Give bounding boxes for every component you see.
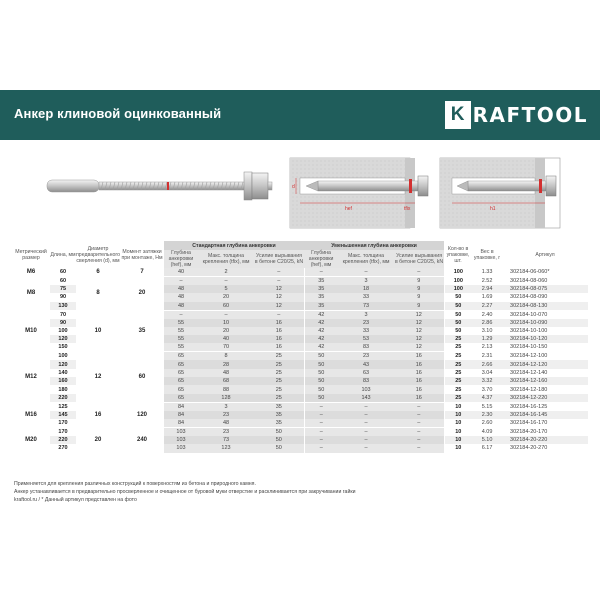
red-tfix-cell: 83 bbox=[338, 377, 394, 385]
red-tfix-cell: – bbox=[338, 427, 394, 436]
std-depth-cell: 48 bbox=[164, 302, 198, 311]
std-tfix-cell: 10 bbox=[198, 319, 254, 327]
qty-cell: 10 bbox=[444, 419, 472, 428]
red-tfix-cell: 73 bbox=[338, 302, 394, 311]
qty-cell: 25 bbox=[444, 352, 472, 361]
header-drill-dia: Диаметр предварительного сверления (d), мм bbox=[76, 245, 121, 264]
red-depth-cell: 42 bbox=[304, 319, 338, 327]
red-load-cell: 9 bbox=[394, 285, 444, 293]
weight-cell: 2.30 bbox=[472, 411, 502, 419]
std-tfix-cell: 88 bbox=[198, 385, 254, 393]
weight-cell: 1.33 bbox=[481, 269, 493, 275]
std-depth-cell: 55 bbox=[164, 319, 198, 327]
red-depth-cell: – bbox=[304, 402, 338, 411]
qty-cell: 25 bbox=[444, 394, 472, 403]
weight-cell: 1.69 bbox=[481, 294, 493, 301]
header-group-standard: Стандартная глубина анкеровки bbox=[164, 241, 304, 250]
weight-cell: 2.31 bbox=[472, 352, 502, 361]
std-tfix-cell: 123 bbox=[198, 444, 254, 452]
std-depth-cell: 65 bbox=[164, 352, 198, 361]
table-row bbox=[12, 310, 588, 319]
article-cell: 302184-06-060* bbox=[510, 269, 550, 275]
std-load-cell: 12 bbox=[254, 285, 304, 293]
weight-cell: 3.04 bbox=[481, 369, 493, 376]
header-group-reduced: Уменьшенная глубина анкеровки bbox=[304, 241, 444, 250]
std-tfix-cell: 23 bbox=[198, 427, 254, 436]
header-banner bbox=[0, 90, 600, 140]
std-load-cell: 35 bbox=[254, 411, 304, 419]
drill-dia-cell: 10 bbox=[76, 310, 120, 352]
article-cell: 302184-20-170 bbox=[502, 427, 588, 436]
logo-letter-box: K bbox=[445, 101, 471, 129]
std-tfix-cell: 60 bbox=[198, 302, 254, 311]
weight-cell: 2.40 bbox=[472, 310, 502, 319]
std-depth-cell: 103 bbox=[164, 436, 198, 444]
header-std-tfix: Макс. толщина крепления (tfix), мм bbox=[198, 250, 254, 268]
anchor-bolt-image bbox=[47, 172, 272, 200]
weight-cell: 2.94 bbox=[472, 285, 502, 293]
article-cell: 302184-10-090 bbox=[502, 319, 588, 327]
spec-table bbox=[12, 241, 588, 453]
std-depth-cell: 55 bbox=[164, 327, 198, 335]
length-cell: 270 bbox=[58, 445, 68, 452]
red-load-cell: 12 bbox=[394, 335, 444, 343]
std-depth-cell: 40 bbox=[164, 268, 198, 277]
diameter-label: d bbox=[292, 184, 295, 190]
torque-cell: 7 bbox=[120, 268, 164, 277]
table-row bbox=[12, 402, 588, 411]
header-std-load: Усилие вырывания в бетоне С20/25, kN bbox=[254, 250, 304, 268]
article-cell: 302184-12-160 bbox=[502, 377, 588, 385]
qty-cell: 50 bbox=[444, 302, 472, 311]
length-cell: 140 bbox=[58, 369, 68, 376]
length-cell: 150 bbox=[58, 344, 68, 351]
std-tfix-cell: 48 bbox=[198, 419, 254, 428]
std-depth-cell: 65 bbox=[164, 360, 198, 368]
article-cell: 302184-08-130 bbox=[502, 302, 588, 311]
red-depth-cell: 50 bbox=[304, 360, 338, 368]
header-qty: Кол-во в упаковке, шт. bbox=[446, 245, 470, 264]
product-illustration bbox=[0, 148, 600, 238]
length-cell: 170 bbox=[58, 419, 68, 426]
std-depth-cell: 65 bbox=[164, 385, 198, 393]
table-row bbox=[12, 268, 588, 277]
red-load-cell: – bbox=[394, 402, 444, 411]
std-tfix-cell: 68 bbox=[198, 377, 254, 385]
article-cell: 302184-12-180 bbox=[510, 386, 548, 393]
qty-cell: 50 bbox=[444, 293, 472, 301]
std-load-cell: 35 bbox=[254, 402, 304, 411]
article-cell: 302184-12-140 bbox=[510, 369, 548, 376]
std-depth-cell: 65 bbox=[164, 369, 198, 377]
metric-size-cell: M6 bbox=[12, 268, 50, 277]
metric-size-cell: M10 bbox=[12, 310, 50, 352]
std-load-cell: 50 bbox=[254, 427, 304, 436]
std-load-cell: 16 bbox=[254, 327, 304, 335]
red-depth-cell: – bbox=[304, 444, 338, 452]
qty-cell: 50 bbox=[444, 310, 472, 319]
weight-cell: 5.10 bbox=[472, 436, 502, 444]
qty-cell: 25 bbox=[444, 369, 472, 377]
red-tfix-cell: 3 bbox=[338, 310, 394, 319]
qty-cell: 10 bbox=[444, 444, 472, 452]
tfix-label: tfix bbox=[404, 206, 411, 212]
red-tfix-cell: – bbox=[338, 411, 394, 419]
red-depth-cell: – bbox=[304, 419, 338, 428]
header-weight: Вес в упаковке, г bbox=[473, 248, 501, 261]
red-load-cell: – bbox=[394, 419, 444, 428]
article-cell: 302184-10-070 bbox=[502, 310, 588, 319]
article-cell: 302184-16-125 bbox=[502, 402, 588, 411]
article-cell: 302184-10-150 bbox=[510, 344, 548, 351]
red-depth-cell: – bbox=[304, 436, 338, 444]
header-length: Длина, мм bbox=[50, 251, 76, 258]
red-tfix-cell: 33 bbox=[338, 327, 394, 335]
red-tfix-cell: 83 bbox=[338, 343, 394, 352]
std-tfix-cell: 20 bbox=[198, 293, 254, 301]
header-red-depth: Глубина анкеровки (hef), мм bbox=[304, 250, 338, 268]
length-cell: 160 bbox=[50, 377, 76, 385]
red-tfix-cell: 23 bbox=[338, 352, 394, 361]
red-load-cell: 9 bbox=[394, 293, 444, 301]
std-tfix-cell: 28 bbox=[198, 360, 254, 368]
red-depth-cell: 42 bbox=[304, 335, 338, 343]
qty-cell: 10 bbox=[444, 411, 472, 419]
red-tfix-cell: – bbox=[338, 444, 394, 452]
red-depth-cell: 42 bbox=[304, 327, 338, 335]
article-cell: 302184-20-220 bbox=[502, 436, 588, 444]
article-cell: 302184-10-120 bbox=[502, 335, 588, 343]
article-cell: 302184-08-060 bbox=[502, 277, 588, 286]
header-torque: Момент затяжки при монтаже, Нм bbox=[121, 248, 163, 261]
weight-cell: 6.17 bbox=[481, 445, 493, 452]
std-depth-cell: 55 bbox=[164, 343, 198, 352]
kraftool-logo bbox=[445, 101, 588, 129]
qty-cell: 25 bbox=[444, 335, 472, 343]
red-load-cell: 12 bbox=[394, 319, 444, 327]
header-std-depth: Глубина анкеровки (hef), мм bbox=[164, 250, 198, 268]
length-cell: 100 bbox=[58, 328, 68, 335]
hef-label: hef bbox=[345, 206, 352, 212]
drill-dia-cell: 20 bbox=[76, 427, 120, 452]
std-depth-cell: 65 bbox=[164, 394, 198, 403]
std-tfix-cell: 2 bbox=[198, 268, 254, 277]
length-cell: 145 bbox=[50, 411, 76, 419]
std-load-cell: 35 bbox=[254, 419, 304, 428]
weight-cell: 2.86 bbox=[472, 319, 502, 327]
article-cell: 302184-20-270 bbox=[510, 445, 548, 452]
qty-cell: 100 bbox=[444, 285, 472, 293]
length-cell: 130 bbox=[50, 302, 76, 311]
table-row bbox=[12, 277, 588, 286]
torque-cell: 240 bbox=[120, 427, 164, 452]
std-load-cell: 25 bbox=[254, 377, 304, 385]
length-cell: 120 bbox=[50, 335, 76, 343]
std-tfix-cell: 5 bbox=[198, 285, 254, 293]
torque-cell: 35 bbox=[120, 310, 164, 352]
header-red-load: Усилие вырывания в бетоне С20/25, kN bbox=[394, 250, 444, 268]
spec-table-body bbox=[12, 268, 588, 453]
length-cell: 60 bbox=[59, 269, 67, 275]
red-load-cell: 9 bbox=[394, 277, 444, 286]
std-load-cell: 25 bbox=[254, 385, 304, 393]
length-cell: 220 bbox=[50, 394, 76, 403]
logo-wordmark: RAFTOOL bbox=[472, 103, 588, 127]
article-cell: 302184-12-100 bbox=[502, 352, 588, 361]
length-cell: 90 bbox=[50, 319, 76, 327]
red-tfix-cell: 143 bbox=[338, 394, 394, 403]
red-load-cell: – bbox=[394, 268, 444, 277]
std-tfix-cell: – bbox=[198, 310, 254, 319]
red-depth-cell: 50 bbox=[304, 377, 338, 385]
weight-cell: 3.32 bbox=[472, 377, 502, 385]
red-depth-cell: 50 bbox=[304, 369, 338, 377]
std-tfix-cell: – bbox=[198, 277, 254, 286]
red-tfix-cell: 103 bbox=[338, 385, 394, 393]
length-cell: 60 bbox=[50, 277, 76, 286]
red-load-cell: – bbox=[394, 444, 444, 452]
std-load-cell: 16 bbox=[254, 319, 304, 327]
red-depth-cell: 42 bbox=[304, 343, 338, 352]
red-tfix-cell: – bbox=[338, 402, 394, 411]
std-depth-cell: – bbox=[164, 310, 198, 319]
red-depth-cell: – bbox=[304, 427, 338, 436]
red-depth-cell: – bbox=[304, 268, 338, 277]
red-depth-cell: – bbox=[304, 411, 338, 419]
weight-cell: 2.27 bbox=[472, 302, 502, 311]
red-load-cell: – bbox=[394, 436, 444, 444]
std-depth-cell: 103 bbox=[164, 427, 198, 436]
length-cell: 90 bbox=[59, 294, 67, 301]
qty-cell: 25 bbox=[444, 343, 472, 352]
std-load-cell: 16 bbox=[254, 343, 304, 352]
std-tfix-cell: 8 bbox=[198, 352, 254, 361]
note-line-2: Анкер устанавливается в предварительно просверленное и очищенное от буровой муки отверстие и расклинивается при закручивании гайки bbox=[14, 489, 356, 495]
std-load-cell: 50 bbox=[254, 436, 304, 444]
qty-cell: 25 bbox=[444, 377, 472, 385]
red-load-cell: 16 bbox=[394, 377, 444, 385]
std-depth-cell: 48 bbox=[164, 285, 198, 293]
qty-cell: 50 bbox=[444, 319, 472, 327]
qty-cell: 10 bbox=[444, 402, 472, 411]
red-depth-cell: 35 bbox=[304, 277, 338, 286]
std-depth-cell: 84 bbox=[164, 402, 198, 411]
article-cell: 302184-16-145 bbox=[502, 411, 588, 419]
length-cell: 120 bbox=[50, 360, 76, 368]
header-article: Артикул bbox=[535, 251, 555, 258]
red-load-cell: 12 bbox=[394, 310, 444, 319]
length-cell: 100 bbox=[50, 352, 76, 361]
drill-dia-cell: 6 bbox=[76, 268, 120, 277]
std-load-cell: – bbox=[254, 310, 304, 319]
qty-cell: 50 bbox=[444, 327, 472, 335]
red-depth-cell: 42 bbox=[304, 310, 338, 319]
std-tfix-cell: 70 bbox=[198, 343, 254, 352]
table-row bbox=[12, 427, 588, 436]
std-tfix-cell: 23 bbox=[198, 411, 254, 419]
weight-cell: 1.29 bbox=[472, 335, 502, 343]
note-line-3: kraftool.ru / * Данный артикул представлен на фото bbox=[14, 497, 137, 503]
qty-cell: 10 bbox=[444, 436, 472, 444]
drill-dia-cell: 12 bbox=[76, 352, 120, 402]
torque-cell: 20 bbox=[120, 277, 164, 311]
red-load-cell: 9 bbox=[394, 302, 444, 311]
article-cell: 302184-10-100 bbox=[510, 328, 548, 335]
std-depth-cell: – bbox=[164, 277, 198, 286]
weight-cell: 2.66 bbox=[472, 360, 502, 368]
red-load-cell: 16 bbox=[394, 394, 444, 403]
standard-depth-diagram bbox=[290, 158, 428, 228]
page-title: Анкер клиновой оцинкованный bbox=[14, 106, 222, 121]
red-tfix-cell: – bbox=[338, 268, 394, 277]
weight-cell: 2.52 bbox=[472, 277, 502, 286]
red-depth-cell: 35 bbox=[304, 285, 338, 293]
footnotes bbox=[14, 480, 356, 504]
red-tfix-cell: – bbox=[338, 436, 394, 444]
header-metric: Метрический размер bbox=[15, 248, 47, 261]
article-cell: 302184-16-170 bbox=[510, 419, 548, 426]
std-depth-cell: 65 bbox=[164, 377, 198, 385]
std-depth-cell: 84 bbox=[164, 419, 198, 428]
std-tfix-cell: 48 bbox=[198, 369, 254, 377]
red-tfix-cell: 63 bbox=[338, 369, 394, 377]
std-depth-cell: 55 bbox=[164, 335, 198, 343]
h1-label: h1 bbox=[490, 206, 496, 212]
length-cell: 75 bbox=[50, 285, 76, 293]
metric-size-cell: M12 bbox=[12, 352, 50, 402]
article-cell: 302184-12-220 bbox=[502, 394, 588, 403]
length-cell: 220 bbox=[50, 436, 76, 444]
qty-cell: 10 bbox=[444, 427, 472, 436]
std-load-cell: 12 bbox=[254, 302, 304, 311]
red-load-cell: – bbox=[394, 427, 444, 436]
red-load-cell: 12 bbox=[394, 343, 444, 352]
std-load-cell: 16 bbox=[254, 335, 304, 343]
red-tfix-cell: – bbox=[338, 419, 394, 428]
torque-cell: 60 bbox=[120, 352, 164, 402]
reduced-depth-diagram bbox=[440, 158, 560, 228]
weight-cell: 3.10 bbox=[481, 328, 493, 335]
red-load-cell: 16 bbox=[394, 352, 444, 361]
red-load-cell: 12 bbox=[394, 327, 444, 335]
length-cell: 180 bbox=[58, 386, 68, 393]
metric-size-cell: M8 bbox=[12, 277, 50, 311]
weight-cell: 5.15 bbox=[472, 402, 502, 411]
red-tfix-cell: 23 bbox=[338, 319, 394, 327]
weight-cell: 4.09 bbox=[472, 427, 502, 436]
std-load-cell: 12 bbox=[254, 293, 304, 301]
red-tfix-cell: 43 bbox=[338, 360, 394, 368]
article-cell: 302184-08-090 bbox=[510, 294, 548, 301]
red-tfix-cell: 53 bbox=[338, 335, 394, 343]
red-tfix-cell: 18 bbox=[338, 285, 394, 293]
std-tfix-cell: 73 bbox=[198, 436, 254, 444]
std-depth-cell: 103 bbox=[164, 444, 198, 452]
qty-cell: 25 bbox=[444, 360, 472, 368]
drill-dia-cell: 16 bbox=[76, 402, 120, 427]
red-depth-cell: 50 bbox=[304, 352, 338, 361]
std-depth-cell: 48 bbox=[164, 293, 198, 301]
article-cell: 302184-12-120 bbox=[502, 360, 588, 368]
length-cell: 125 bbox=[50, 402, 76, 411]
length-cell: 70 bbox=[50, 310, 76, 319]
qty-cell: 25 bbox=[444, 385, 472, 393]
red-load-cell: – bbox=[394, 411, 444, 419]
drill-dia-cell: 8 bbox=[76, 277, 120, 311]
red-tfix-cell: 33 bbox=[338, 293, 394, 301]
red-depth-cell: 35 bbox=[304, 302, 338, 311]
std-tfix-cell: 40 bbox=[198, 335, 254, 343]
std-load-cell: 25 bbox=[254, 352, 304, 361]
red-tfix-cell: 3 bbox=[338, 277, 394, 286]
std-tfix-cell: 20 bbox=[198, 327, 254, 335]
std-depth-cell: 84 bbox=[164, 411, 198, 419]
torque-cell: 120 bbox=[120, 402, 164, 427]
red-depth-cell: 50 bbox=[304, 394, 338, 403]
metric-size-cell: M20 bbox=[12, 427, 50, 452]
std-load-cell: – bbox=[254, 277, 304, 286]
red-load-cell: 16 bbox=[394, 369, 444, 377]
table-row bbox=[12, 352, 588, 361]
std-load-cell: – bbox=[254, 268, 304, 277]
std-load-cell: 25 bbox=[254, 360, 304, 368]
std-load-cell: 50 bbox=[254, 444, 304, 452]
note-line-1: Применяется для крепления различных конструкций к поверхностям из бетона и природного камня. bbox=[14, 481, 256, 487]
std-load-cell: 25 bbox=[254, 369, 304, 377]
qty-cell: 100 bbox=[444, 268, 472, 277]
std-tfix-cell: 128 bbox=[198, 394, 254, 403]
red-depth-cell: 35 bbox=[304, 293, 338, 301]
red-depth-cell: 50 bbox=[304, 385, 338, 393]
weight-cell: 2.13 bbox=[481, 344, 493, 351]
red-load-cell: 16 bbox=[394, 360, 444, 368]
qty-cell: 100 bbox=[444, 277, 472, 286]
metric-size-cell: M16 bbox=[12, 402, 50, 427]
article-cell: 302184-08-075 bbox=[502, 285, 588, 293]
std-load-cell: 25 bbox=[254, 394, 304, 403]
red-load-cell: 16 bbox=[394, 385, 444, 393]
weight-cell: 2.60 bbox=[481, 419, 493, 426]
header-red-tfix: Макс. толщина крепления (tfix), мм bbox=[338, 250, 394, 268]
weight-cell: 3.70 bbox=[481, 386, 493, 393]
weight-cell: 4.37 bbox=[472, 394, 502, 403]
length-cell: 170 bbox=[50, 427, 76, 436]
std-tfix-cell: 3 bbox=[198, 402, 254, 411]
